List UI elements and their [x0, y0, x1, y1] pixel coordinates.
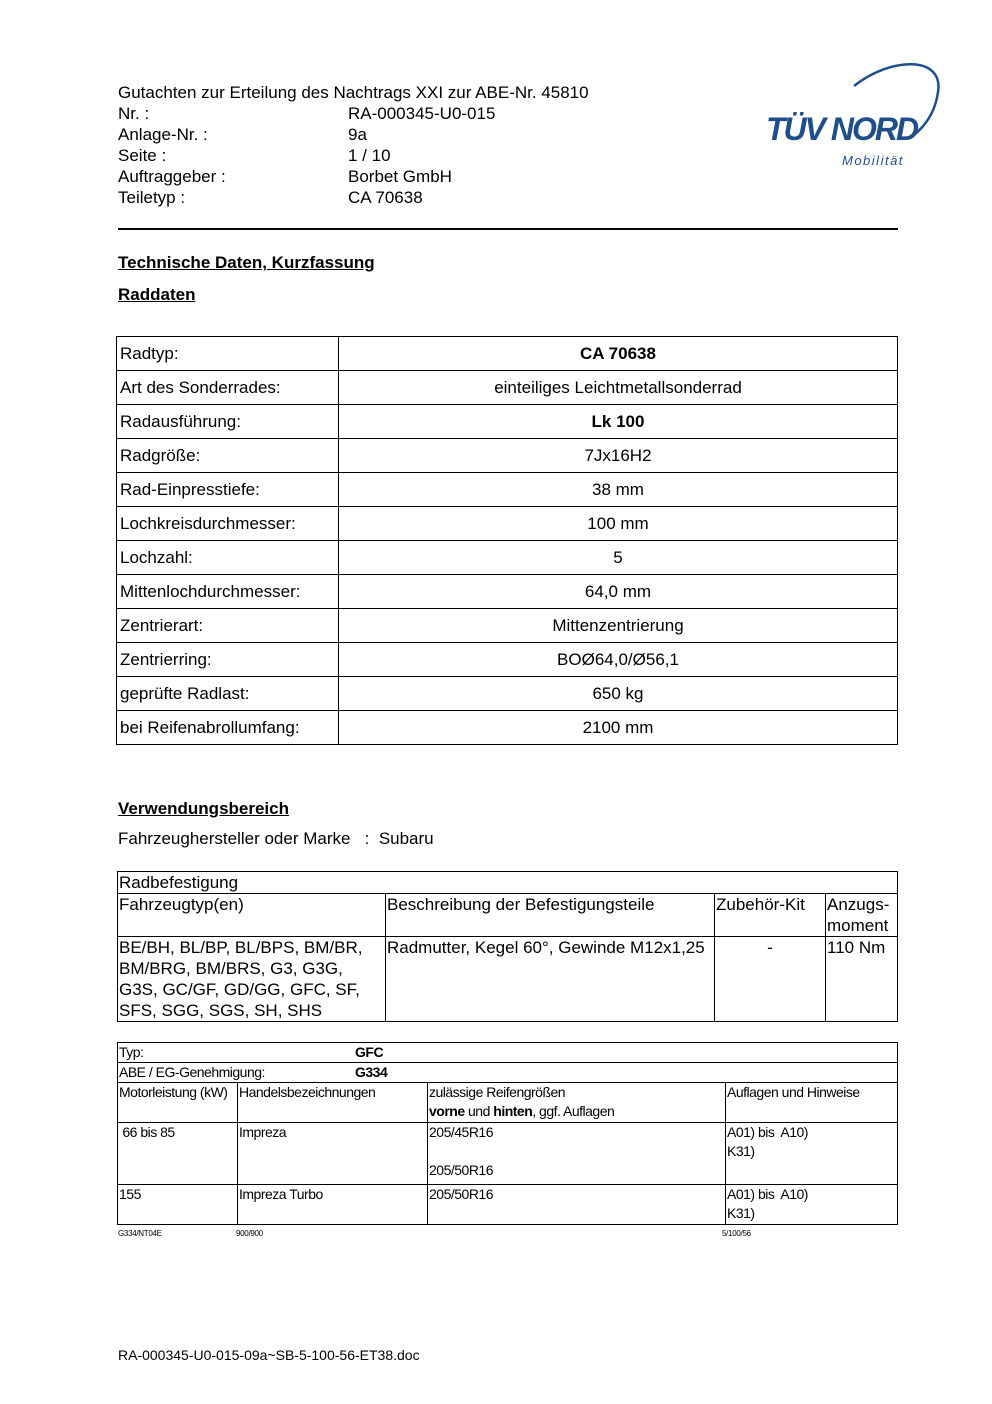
header-field: Anlage-Nr. : 9a	[118, 125, 367, 144]
row-label: Radgröße:	[117, 439, 339, 473]
row-label: Radtyp:	[117, 337, 339, 371]
table-row	[117, 609, 898, 643]
row-label: Zentrierring:	[117, 643, 339, 677]
table-row	[117, 405, 898, 439]
column-header: zulässige Reifengrößen vorne und hinten, ggf. Auflagen	[428, 1083, 726, 1123]
row-value: 64,0 mm	[339, 575, 898, 609]
section-heading-tech: Technische Daten, Kurzfassung	[118, 253, 375, 272]
column-header: Fahrzeugtyp(en)	[118, 894, 386, 937]
row-value: Mittenzentrierung	[339, 609, 898, 643]
row-label: geprüfte Radlast:	[117, 677, 339, 711]
row-value: 7Jx16H2	[339, 439, 898, 473]
row-label: Lochkreisdurchmesser:	[117, 507, 339, 541]
row-label: Radausführung:	[117, 405, 339, 439]
row-value: 650 kg	[339, 677, 898, 711]
column-header: Beschreibung der Befestigungsteile	[386, 894, 715, 937]
header-field: Nr. : RA-000345-U0-015	[118, 104, 496, 123]
torque-cell: 110 Nm	[826, 937, 898, 1022]
row-value: BOØ64,0/Ø56,1	[339, 643, 898, 677]
vehicle-table	[117, 1042, 898, 1225]
table-row	[117, 507, 898, 541]
row-value: einteiliges Leichtmetallsonderrad	[339, 371, 898, 405]
table-row	[117, 677, 898, 711]
type-row: Typ: GFC	[118, 1043, 898, 1063]
column-header: Zubehör-Kit	[715, 894, 826, 937]
header-field: Auftraggeber : Borbet GmbH	[118, 167, 452, 186]
table-row	[117, 575, 898, 609]
row-value: CA 70638	[339, 337, 898, 371]
table-row	[117, 439, 898, 473]
table-footnote: 900/900	[236, 1229, 263, 1238]
header-field: Teiletyp : CA 70638	[118, 188, 423, 207]
raddaten-table	[116, 336, 898, 745]
table-title: Radbefestigung	[118, 872, 898, 894]
approval-row: ABE / EG-Genehmigung: G334	[118, 1063, 898, 1083]
table-footnote: G334/NT04E	[118, 1229, 162, 1238]
header-divider	[118, 228, 898, 230]
table-footnote: 5/100/56	[722, 1229, 751, 1238]
kit-cell: -	[715, 937, 826, 1022]
column-header: Anzugs-moment	[826, 894, 898, 937]
row-value: 5	[339, 541, 898, 575]
row-label: Art des Sonderrades:	[117, 371, 339, 405]
header-field: Seite : 1 / 10	[118, 146, 391, 165]
table-row	[117, 643, 898, 677]
table-row	[117, 473, 898, 507]
manufacturer-line: Fahrzeughersteller oder Marke : Subaru	[118, 829, 434, 848]
table-row	[117, 337, 898, 371]
table-row	[117, 371, 898, 405]
row-label: Lochzahl:	[117, 541, 339, 575]
row-value: 38 mm	[339, 473, 898, 507]
column-header: Motorleistung (kW)	[118, 1083, 238, 1123]
tuv-nord-logo	[762, 58, 942, 170]
section-heading-verwendung: Verwendungsbereich	[118, 799, 289, 818]
row-label: Rad-Einpresstiefe:	[117, 473, 339, 507]
fastener-desc-cell: Radmutter, Kegel 60°, Gewinde M12x1,25	[386, 937, 715, 1022]
logo-brand-text: TÜV NORD	[766, 111, 918, 147]
logo-sub-text: Mobilität	[842, 153, 904, 168]
row-label: Zentrierart:	[117, 609, 339, 643]
column-header: Handelsbezeichnungen	[238, 1083, 428, 1123]
document-header	[118, 82, 589, 208]
document-footer: RA-000345-U0-015-09a~SB-5-100-56-ET38.doc	[118, 1347, 420, 1363]
table-row: 66 bis 85 Impreza 205/45R16 205/50R16 A01) bis A10) K31)	[118, 1123, 898, 1185]
vehicle-types-cell: BE/BH, BL/BP, BL/BPS, BM/BR, BM/BRG, BM/BRS, G3, G3G, G3S, GC/GF, GD/GG, GFC, SF, SFS, SGG, SGS, SH, SHS	[118, 937, 386, 1022]
row-value: 100 mm	[339, 507, 898, 541]
document-title: Gutachten zur Erteilung des Nachtrags XXI zur ABE-Nr. 45810	[118, 83, 589, 102]
row-value: 2100 mm	[339, 711, 898, 745]
table-row: 155 Impreza Turbo 205/50R16 A01) bis A10) K31)	[118, 1185, 898, 1225]
column-header: Auflagen und Hinweise	[726, 1083, 898, 1123]
row-value: Lk 100	[339, 405, 898, 439]
section-heading-raddaten: Raddaten	[118, 285, 196, 304]
row-label: bei Reifenabrollumfang:	[117, 711, 339, 745]
radbefestigung-table	[117, 871, 898, 1022]
table-row	[117, 711, 898, 745]
row-label: Mittenlochdurchmesser:	[117, 575, 339, 609]
table-row	[117, 541, 898, 575]
